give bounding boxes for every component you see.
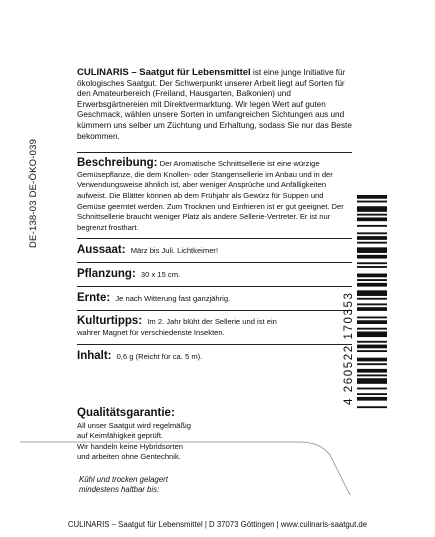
- storage-line: mindestens haltbar bis:: [79, 485, 160, 495]
- storage-note: [79, 475, 168, 496]
- sowing-title: Aussaat:: [77, 244, 126, 257]
- harvest-text: Je nach Witterung fast ganzjährig.: [115, 294, 231, 304]
- footer: CULINARIS – Saatgut für Lebensmittel | D 37073 Göttingen | www.culinaris-saatgut.de: [67, 520, 368, 529]
- quality-line: auf Keimfähigkeit geprüft.: [77, 431, 164, 441]
- certification-code: DE-138-03 DE-ÖKO-039: [28, 138, 39, 248]
- contents-title: Inhalt:: [77, 349, 112, 362]
- intro-text: ist eine junge Initiative für ökologisches Saatgut. Der Schwerpunkt unserer Arbeit liegt auf Sorten für den Amateurbereich (Freiland, Hausgarten, Balkonien) und Erwerbsgärtnereien mit Direktvermarktung. Wir legen Wert auf guten Geschmack, wählen unsere Sorten in umfangreichen Sichtungen aus und kümmern uns selber um Züchtung und Erhaltung, sodass Sie nur das Beste bekommen.: [77, 68, 352, 141]
- brand-name: CULINARIS – Saatgut für Lebensmittel: [77, 67, 251, 78]
- description-text: Der Aromatische Schnittsellerie ist eine würzige Gemüsepflanze, die dem Knollen- oder Stangensellerie im Anbau und in der Verwendungsweise ähnlich ist, aber weniger Ansprüche und Anfälligkeiten aufweist. Die Blätter können ab dem Frühjahr als Gewürz für Suppen und Gemüse geerntet werden. Zum Trocknen und Einfrieren ist er gut geeignet. Der Schnittsellerie braucht weniger Platz als andere Sellerie-Vertreter. Er ist nur begrenzt frosthart.: [77, 159, 344, 232]
- storage-line: Kühl und trocken gelagert: [79, 475, 168, 484]
- contents-text: 0,6 g (Reicht für ca. 5 m).: [116, 351, 203, 361]
- barcode-number: 4 260522 170353: [343, 291, 355, 405]
- planting-title: Pflanzung:: [77, 268, 136, 281]
- harvest-title: Ernte:: [77, 292, 111, 305]
- sowing-text: März bis Juli. Lichtkeimer!: [130, 246, 219, 256]
- quality-line: Wir handeln keine Hybridsorten: [77, 441, 183, 451]
- quality-title: Qualitätsgarantie:: [77, 407, 175, 419]
- quality-line: All unser Saatgut wird regelmäßig: [77, 421, 191, 430]
- description-title: Beschreibung:: [77, 157, 158, 170]
- quality-guarantee: [77, 407, 277, 463]
- tips-text: Im 2. Jahr blüht der Sellerie und ist ein wahrer Magnet für verschiedenste Insekten.: [77, 317, 277, 337]
- planting-text: 30 x 15 cm.: [140, 270, 181, 280]
- tips-title: Kulturtipps:: [77, 315, 143, 328]
- quality-line: und arbeiten ohne Gentechnik.: [77, 452, 181, 462]
